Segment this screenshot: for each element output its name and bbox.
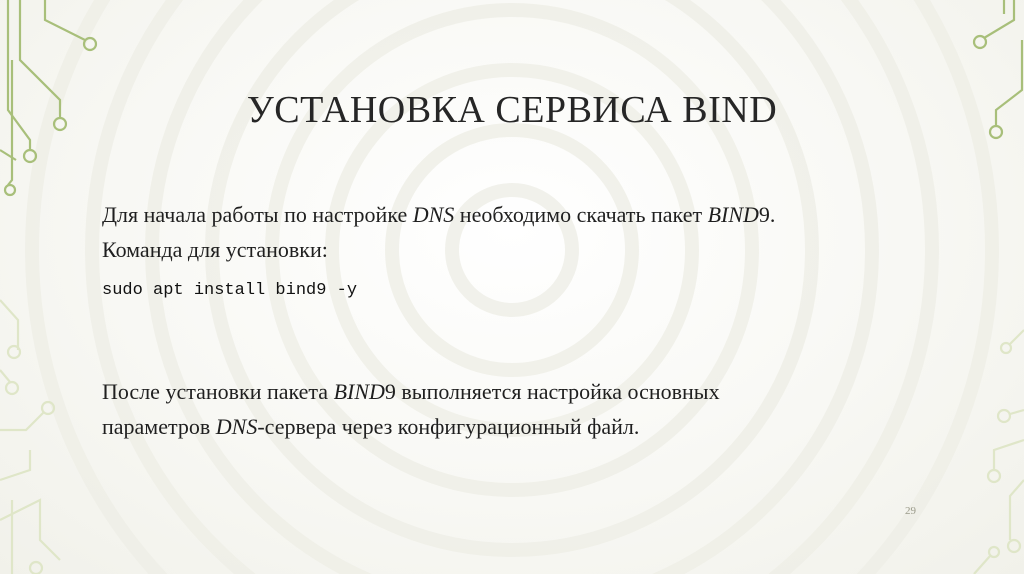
text-run: -сервера через конфигурационный файл. xyxy=(257,414,640,439)
dns-term: DNS xyxy=(215,414,258,439)
text-run: 9 выполняется настройка основных xyxy=(384,379,720,404)
intro-paragraph xyxy=(102,197,775,267)
dns-term: DNS xyxy=(412,202,455,227)
config-line-1 xyxy=(102,374,720,409)
config-paragraph xyxy=(102,374,720,444)
intro-line-2: Команда для установки: xyxy=(102,237,328,262)
slide-title: УСТАНОВКА СЕРВИСА BIND xyxy=(246,89,778,131)
bind-term: BIND xyxy=(707,202,759,227)
intro-line-1 xyxy=(102,197,775,232)
text-run: Для начала работы по настройке xyxy=(102,202,413,227)
install-command: sudo apt install bind9 -y xyxy=(102,281,358,300)
config-line-2 xyxy=(102,409,720,444)
text-run: параметров xyxy=(102,414,216,439)
text-run: необходимо скачать пакет xyxy=(454,202,708,227)
circuit-decoration-left xyxy=(0,0,110,574)
text-run: 9. xyxy=(758,202,776,227)
text-run: После установки пакета xyxy=(102,379,334,404)
circuit-decoration-right xyxy=(914,0,1024,574)
bind-term: BIND xyxy=(333,379,385,404)
page-number: 29 xyxy=(905,505,916,517)
